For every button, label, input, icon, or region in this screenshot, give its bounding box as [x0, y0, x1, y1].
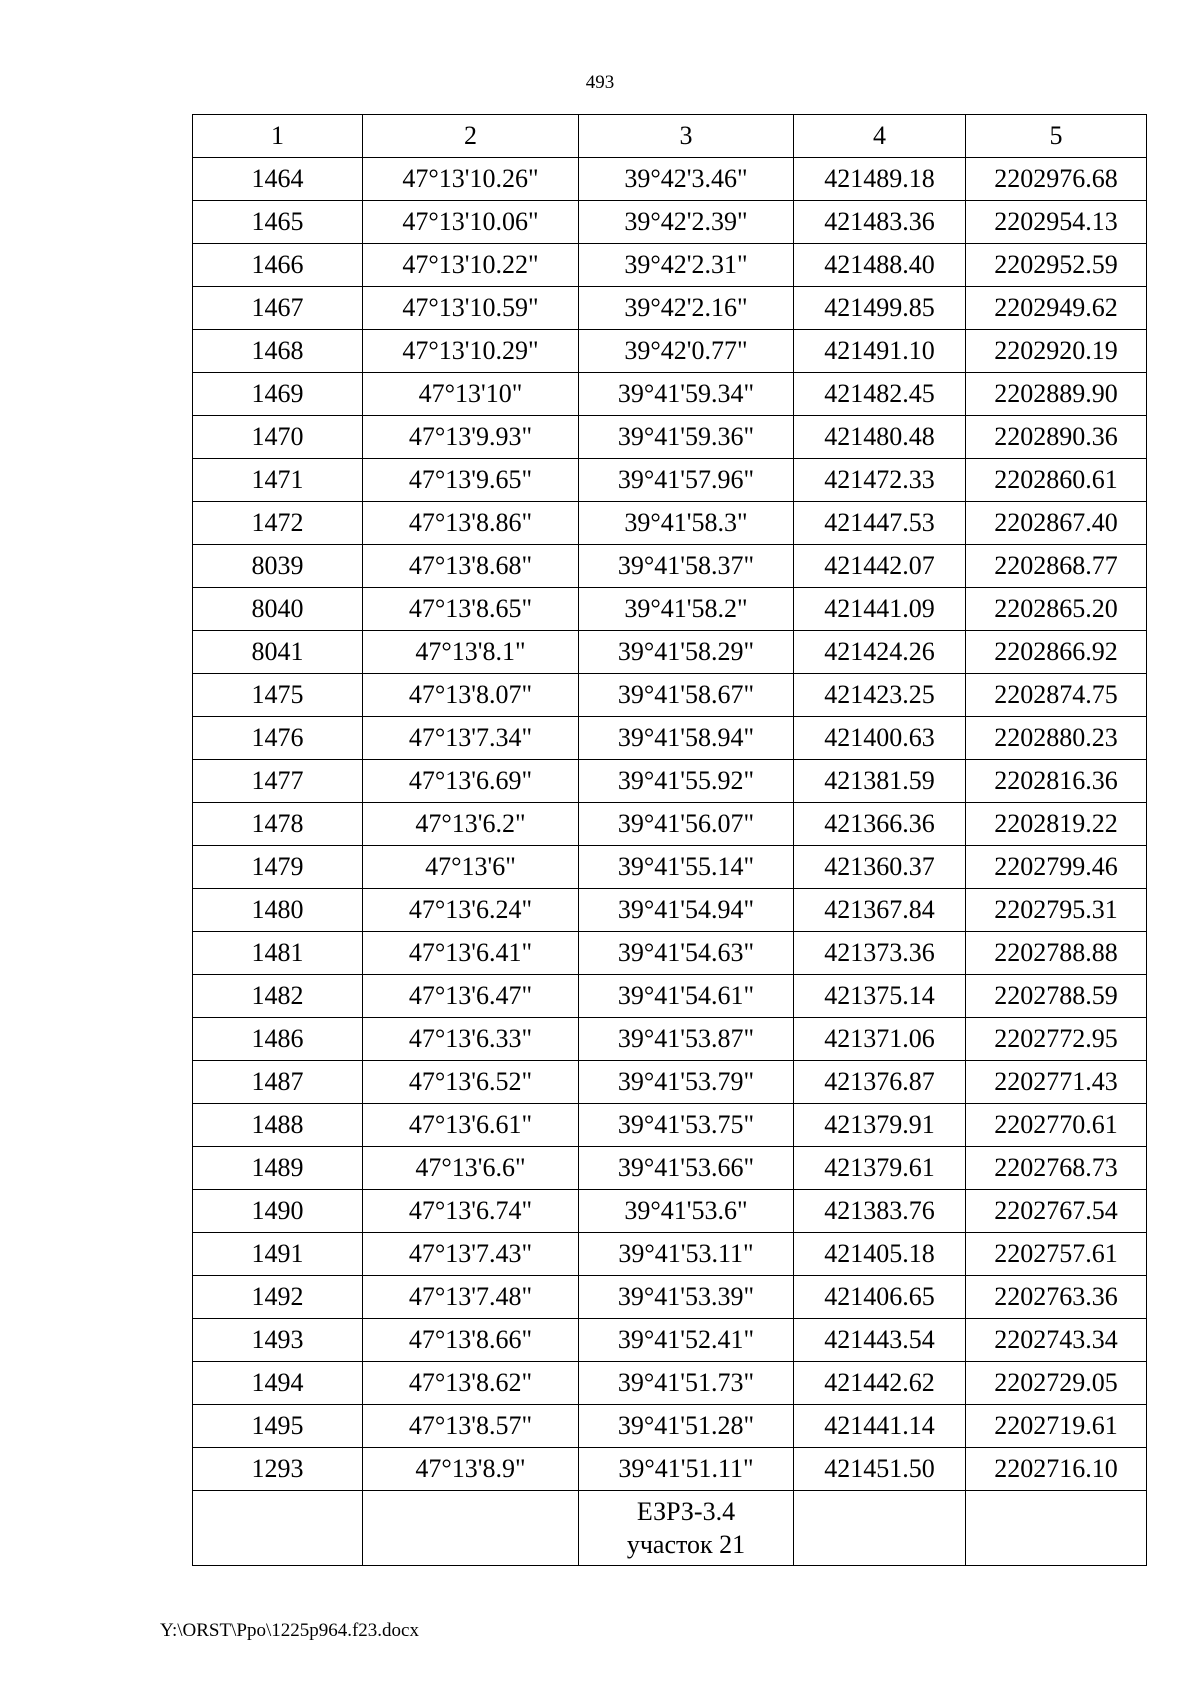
- table-cell: 1489: [193, 1147, 363, 1190]
- table-cell: 47°13'8.65": [363, 588, 579, 631]
- table-cell: 2202743.34: [966, 1319, 1147, 1362]
- table-row: [193, 1233, 1147, 1276]
- table-cell: 1482: [193, 975, 363, 1018]
- table-cell: 47°13'10.59": [363, 287, 579, 330]
- table-cell: 1479: [193, 846, 363, 889]
- table-cell: 421488.40: [794, 244, 966, 287]
- table-cell: 47°13'6.6": [363, 1147, 579, 1190]
- table-cell: 421441.14: [794, 1405, 966, 1448]
- table-cell: 421379.91: [794, 1104, 966, 1147]
- table-cell: 2202952.59: [966, 244, 1147, 287]
- table-cell: 1472: [193, 502, 363, 545]
- table-row: [193, 889, 1147, 932]
- table-cell: 421483.36: [794, 201, 966, 244]
- table-row: [193, 416, 1147, 459]
- table-cell: 421367.84: [794, 889, 966, 932]
- table-cell: 39°41'58.67": [579, 674, 794, 717]
- table-row: [193, 631, 1147, 674]
- table-cell: 421489.18: [794, 158, 966, 201]
- table-cell: 47°13'6": [363, 846, 579, 889]
- table-cell: 1464: [193, 158, 363, 201]
- table-cell: 2202865.20: [966, 588, 1147, 631]
- table-row: [193, 1319, 1147, 1362]
- table-cell: 39°41'55.14": [579, 846, 794, 889]
- table-row: [193, 846, 1147, 889]
- coordinates-table: [192, 114, 1147, 1566]
- table-body: [193, 158, 1147, 1566]
- table-row: [193, 1018, 1147, 1061]
- table-cell: 1493: [193, 1319, 363, 1362]
- column-header-2: 2: [363, 115, 579, 158]
- table-cell: 47°13'7.34": [363, 717, 579, 760]
- table-cell: 39°41'57.96": [579, 459, 794, 502]
- table-row: [193, 1104, 1147, 1147]
- footer-file-path: Y:\ORST\Ppo\1225p964.f23.docx: [160, 1620, 419, 1641]
- table-cell: 39°41'59.36": [579, 416, 794, 459]
- table-cell: [794, 1491, 966, 1566]
- table-cell: 47°13'8.07": [363, 674, 579, 717]
- table-cell: 2202889.90: [966, 373, 1147, 416]
- table-cell: 39°41'56.07": [579, 803, 794, 846]
- table-cell: 39°41'54.61": [579, 975, 794, 1018]
- table-row: [193, 674, 1147, 717]
- table-cell: 2202772.95: [966, 1018, 1147, 1061]
- table-cell: 1477: [193, 760, 363, 803]
- table-row: [193, 975, 1147, 1018]
- table-cell: 2202757.61: [966, 1233, 1147, 1276]
- table-cell: 2202788.59: [966, 975, 1147, 1018]
- table-cell: 47°13'6.33": [363, 1018, 579, 1061]
- table-cell: 47°13'6.24": [363, 889, 579, 932]
- table-cell: 421366.36: [794, 803, 966, 846]
- table-cell: 47°13'9.65": [363, 459, 579, 502]
- table-cell: 2202716.10: [966, 1448, 1147, 1491]
- table-cell: 2202768.73: [966, 1147, 1147, 1190]
- table-cell: 2202795.31: [966, 889, 1147, 932]
- table-cell: 421442.62: [794, 1362, 966, 1405]
- table-cell: 421373.36: [794, 932, 966, 975]
- table-cell: 1467: [193, 287, 363, 330]
- table-cell: 2202770.61: [966, 1104, 1147, 1147]
- table-cell: 1478: [193, 803, 363, 846]
- column-header-1: 1: [193, 115, 363, 158]
- table-cell: 1465: [193, 201, 363, 244]
- table-cell: 2202890.36: [966, 416, 1147, 459]
- table-cell: 39°41'58.29": [579, 631, 794, 674]
- table-row: [193, 717, 1147, 760]
- table-cell: 1492: [193, 1276, 363, 1319]
- section-name: участок 21: [626, 1530, 746, 1559]
- table-cell: 2202819.22: [966, 803, 1147, 846]
- table-cell: 8040: [193, 588, 363, 631]
- table-cell: 2202763.36: [966, 1276, 1147, 1319]
- table-cell: 421405.18: [794, 1233, 966, 1276]
- table-cell: 2202868.77: [966, 545, 1147, 588]
- table-cell: 47°13'6.2": [363, 803, 579, 846]
- table-cell: 421371.06: [794, 1018, 966, 1061]
- table-cell: 1486: [193, 1018, 363, 1061]
- table-cell: 47°13'8.1": [363, 631, 579, 674]
- table-cell: 47°13'6.52": [363, 1061, 579, 1104]
- table-cell: 421423.25: [794, 674, 966, 717]
- table-cell: 1491: [193, 1233, 363, 1276]
- table-cell: 39°42'3.46": [579, 158, 794, 201]
- table-cell: 8039: [193, 545, 363, 588]
- table-cell: [363, 1491, 579, 1566]
- table-row: [193, 244, 1147, 287]
- table-row: [193, 1190, 1147, 1233]
- table-cell: 47°13'8.62": [363, 1362, 579, 1405]
- table-cell: 39°41'53.39": [579, 1276, 794, 1319]
- table-cell: 47°13'7.43": [363, 1233, 579, 1276]
- table-cell: 1495: [193, 1405, 363, 1448]
- table-cell: 421400.63: [794, 717, 966, 760]
- table-cell: 421472.33: [794, 459, 966, 502]
- table-cell: 47°13'10.22": [363, 244, 579, 287]
- table-cell: 2202954.13: [966, 201, 1147, 244]
- table-cell: 39°41'58.94": [579, 717, 794, 760]
- table-cell: 421443.54: [794, 1319, 966, 1362]
- table-cell: 1487: [193, 1061, 363, 1104]
- table-row: [193, 803, 1147, 846]
- table-cell: 2202866.92: [966, 631, 1147, 674]
- table-cell: 1476: [193, 717, 363, 760]
- table-cell: 421499.85: [794, 287, 966, 330]
- table-cell: 39°41'53.79": [579, 1061, 794, 1104]
- table-cell: 421451.50: [794, 1448, 966, 1491]
- table-row: [193, 1405, 1147, 1448]
- table-cell: 2202729.05: [966, 1362, 1147, 1405]
- table-cell: 47°13'6.41": [363, 932, 579, 975]
- table-cell: 47°13'10": [363, 373, 579, 416]
- table-cell: 47°13'8.86": [363, 502, 579, 545]
- table-cell: 1481: [193, 932, 363, 975]
- table-cell: 47°13'6.74": [363, 1190, 579, 1233]
- table-cell: 2202949.62: [966, 287, 1147, 330]
- table-cell: 421376.87: [794, 1061, 966, 1104]
- table-cell: 421442.07: [794, 545, 966, 588]
- table-cell: 2202788.88: [966, 932, 1147, 975]
- table-cell: 39°41'53.87": [579, 1018, 794, 1061]
- table-cell: 39°41'53.6": [579, 1190, 794, 1233]
- table-cell: 421375.14: [794, 975, 966, 1018]
- table-row: [193, 158, 1147, 201]
- table-cell: 47°13'9.93": [363, 416, 579, 459]
- table-cell: 1488: [193, 1104, 363, 1147]
- table-cell: 39°41'51.73": [579, 1362, 794, 1405]
- table-cell: 47°13'10.26": [363, 158, 579, 201]
- table-row: [193, 1362, 1147, 1405]
- table-cell: 47°13'6.69": [363, 760, 579, 803]
- column-header-4: 4: [794, 115, 966, 158]
- table-cell: 47°13'10.29": [363, 330, 579, 373]
- table-cell: 39°41'53.11": [579, 1233, 794, 1276]
- table-cell: 47°13'7.48": [363, 1276, 579, 1319]
- table-cell: [966, 1491, 1147, 1566]
- table-cell: 39°41'53.66": [579, 1147, 794, 1190]
- table-cell: 2202799.46: [966, 846, 1147, 889]
- table-row: [193, 1448, 1147, 1491]
- table-cell: 39°41'54.94": [579, 889, 794, 932]
- table-cell: 2202920.19: [966, 330, 1147, 373]
- column-header-3: 3: [579, 115, 794, 158]
- table-cell: 39°41'53.75": [579, 1104, 794, 1147]
- table-row: [193, 545, 1147, 588]
- page-number: 493: [585, 72, 615, 93]
- table-cell: 39°41'59.34": [579, 373, 794, 416]
- table-row: [193, 1276, 1147, 1319]
- table-cell: 47°13'8.68": [363, 545, 579, 588]
- table-cell: 39°41'51.11": [579, 1448, 794, 1491]
- table-cell: 47°13'8.9": [363, 1448, 579, 1491]
- zone-label-cell: [579, 1491, 794, 1566]
- table-cell: 47°13'6.61": [363, 1104, 579, 1147]
- table-cell: 39°42'2.16": [579, 287, 794, 330]
- table-row: [193, 330, 1147, 373]
- table-cell: 1475: [193, 674, 363, 717]
- table-row: [193, 502, 1147, 545]
- table-cell: 421406.65: [794, 1276, 966, 1319]
- table-cell: 2202719.61: [966, 1405, 1147, 1448]
- table-header-row: [193, 115, 1147, 158]
- table-cell: 39°42'2.39": [579, 201, 794, 244]
- table-cell: 1471: [193, 459, 363, 502]
- table-cell: 421379.61: [794, 1147, 966, 1190]
- table-row: [193, 1061, 1147, 1104]
- table-cell: 39°41'58.2": [579, 588, 794, 631]
- table-cell: 2202860.61: [966, 459, 1147, 502]
- zone-name: ЕЗРЗ-3.4: [636, 1497, 736, 1526]
- table-row: [193, 201, 1147, 244]
- table-cell: 47°13'10.06": [363, 201, 579, 244]
- table-cell: 421424.26: [794, 631, 966, 674]
- table-cell: 421383.76: [794, 1190, 966, 1233]
- table-cell: 39°41'58.3": [579, 502, 794, 545]
- table-cell: 47°13'6.47": [363, 975, 579, 1018]
- table-cell: [193, 1491, 363, 1566]
- table-cell: 39°41'54.63": [579, 932, 794, 975]
- table-cell: 8041: [193, 631, 363, 674]
- table-cell: 2202816.36: [966, 760, 1147, 803]
- table-cell: 39°41'51.28": [579, 1405, 794, 1448]
- table-cell: 2202874.75: [966, 674, 1147, 717]
- table-cell: 1469: [193, 373, 363, 416]
- table-cell: 39°41'55.92": [579, 760, 794, 803]
- table-row: [193, 1147, 1147, 1190]
- table-cell: 1468: [193, 330, 363, 373]
- table-cell: 2202880.23: [966, 717, 1147, 760]
- table-row: [193, 373, 1147, 416]
- table-row: [193, 287, 1147, 330]
- table-cell: 421360.37: [794, 846, 966, 889]
- zone-label-row: [193, 1491, 1147, 1566]
- table-cell: 1494: [193, 1362, 363, 1405]
- table-cell: 39°41'58.37": [579, 545, 794, 588]
- table-cell: 2202767.54: [966, 1190, 1147, 1233]
- table-row: [193, 459, 1147, 502]
- table-cell: 39°42'2.31": [579, 244, 794, 287]
- table-cell: 39°41'52.41": [579, 1319, 794, 1362]
- table-cell: 421480.48: [794, 416, 966, 459]
- table-cell: 47°13'8.66": [363, 1319, 579, 1362]
- table-cell: 1470: [193, 416, 363, 459]
- table-cell: 421482.45: [794, 373, 966, 416]
- table-cell: 421491.10: [794, 330, 966, 373]
- table-cell: 47°13'8.57": [363, 1405, 579, 1448]
- table-row: [193, 932, 1147, 975]
- table-cell: 2202771.43: [966, 1061, 1147, 1104]
- table-cell: 39°42'0.77": [579, 330, 794, 373]
- table-row: [193, 760, 1147, 803]
- column-header-5: 5: [966, 115, 1147, 158]
- table-row: [193, 588, 1147, 631]
- table-cell: 421381.59: [794, 760, 966, 803]
- table-cell: 2202976.68: [966, 158, 1147, 201]
- table-cell: 421441.09: [794, 588, 966, 631]
- table-cell: 1293: [193, 1448, 363, 1491]
- table-cell: 2202867.40: [966, 502, 1147, 545]
- table-cell: 421447.53: [794, 502, 966, 545]
- table-cell: 1466: [193, 244, 363, 287]
- table-cell: 1490: [193, 1190, 363, 1233]
- table-cell: 1480: [193, 889, 363, 932]
